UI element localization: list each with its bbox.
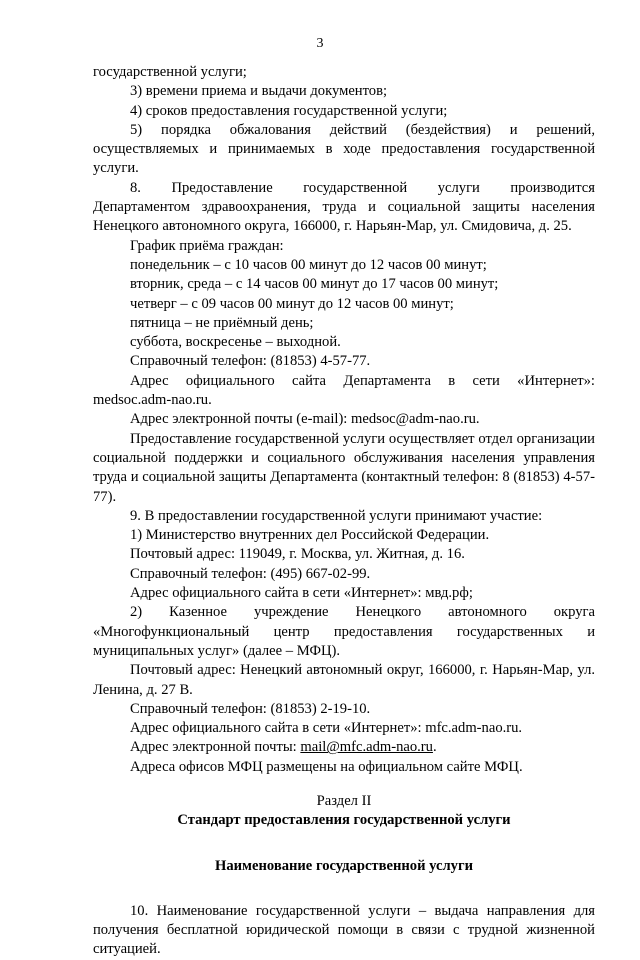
list-item: 4) сроков предоставления государственной услуги;	[130, 102, 448, 119]
paragraph: 8. Предоставление государственной услуги производится	[130, 179, 595, 196]
paragraph: 9. В предоставлении государственной услуги принимают участие:	[130, 507, 543, 524]
website-line: Адрес официального сайта в сети «Интернет»: мвд.рф;	[130, 585, 473, 602]
section-title: Стандарт предоставления государственной услуги	[177, 812, 511, 829]
schedule-item: суббота, воскресенье – выходной.	[130, 334, 341, 351]
paragraph: Предоставление государственной услуги осуществляет отдел организации социальной поддержки и социального обслуживания населения управления труда и социальной защиты Департамента (контактный телефон: 8 (81853) 4-57-77).	[93, 430, 595, 505]
list-item: 1) Министерство внутренних дел Российской Федерации.	[130, 527, 490, 544]
website-url: medsoc.adm-nao.ru.	[93, 392, 212, 409]
schedule-item: вторник, среда – с 14 часов 00 минут до 17 часов 00 минут;	[130, 276, 499, 293]
list-item: 3) времени приема и выдачи документов;	[130, 83, 388, 100]
website-line: Адрес официального сайта Департамента в сети «Интернет»:	[130, 372, 595, 389]
address-line: Почтовый адрес: 119049, г. Москва, ул. Житная, д. 16.	[130, 546, 465, 563]
address-line: Почтовый адрес: Ненецкий автономный округ, 166000, г. Нарьян-Мар, ул. Ленина, д. 27 В.	[93, 662, 595, 698]
subsection-title: Наименование государственной услуги	[215, 857, 473, 874]
paragraph: 10. Наименование государственной услуги – выдача направления для получения бесплатной юридической помощи в связи с трудной жизненной ситуацией.	[93, 902, 595, 958]
paragraph: Ненецкого автономного округа, 166000, г. Нарьян-Мар, ул. Смидовича, д. 25.	[93, 218, 572, 235]
schedule-item: пятница – не приёмный день;	[130, 314, 314, 331]
schedule-item: четверг – с 09 часов 00 минут до 12 часов 00 минут;	[130, 295, 454, 312]
email-line: Адрес электронной почты (e-mail): medsoc@adm-nao.ru.	[130, 411, 480, 428]
phone-line: Справочный телефон: (81853) 4-57-77.	[130, 353, 371, 370]
list-item: 5) порядка обжалования действий (бездействия) и решений,	[130, 121, 595, 138]
page-number: 3	[316, 36, 324, 51]
phone-line: Справочный телефон: (495) 667-02-99.	[130, 565, 371, 582]
schedule-item: понедельник – с 10 часов 00 минут до 12 часов 00 минут;	[130, 256, 487, 273]
paragraph: Адреса офисов МФЦ размещены на официальном сайте МФЦ.	[130, 758, 523, 775]
website-line: Адрес официального сайта в сети «Интернет»: mfc.adm-nao.ru.	[130, 720, 523, 737]
schedule-heading: График приёма граждан:	[130, 237, 284, 254]
list-item: 2) Казенное учреждение Ненецкого автономного округа «Многофункциональный центр предоставления государственных и муниципальных услуг» (далее – МФЦ).	[93, 604, 595, 659]
email-line	[93, 738, 595, 757]
paragraph: осуществляемых и принимаемых в ходе предоставления государственной услуги.	[93, 141, 595, 177]
email-period: .	[432, 739, 437, 756]
paragraph: Департаментом здравоохранения, труда и социальной защиты населения	[93, 199, 595, 216]
phone-line: Справочный телефон: (81853) 2-19-10.	[130, 700, 371, 717]
section-label: Раздел II	[316, 792, 372, 809]
email-label: Адрес электронной почты:	[130, 739, 301, 756]
paragraph: государственной услуги;	[93, 64, 247, 80]
document-body	[93, 63, 595, 960]
email-link[interactable]: mail@mfc.adm-nao.ru	[300, 739, 433, 756]
